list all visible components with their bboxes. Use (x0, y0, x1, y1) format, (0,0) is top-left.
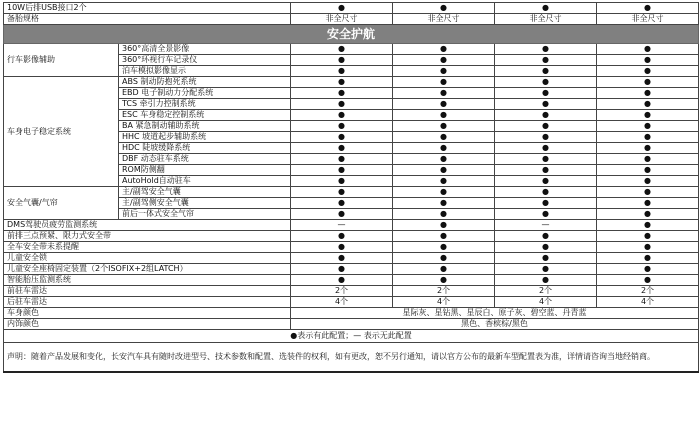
spec-table (3, 2, 699, 373)
spec-value-col-4: ● (597, 198, 699, 209)
color-options: 星际灰、星钻黑、星辰白、原子灰、碧空蓝、丹青蓝 (291, 308, 699, 319)
spec-value-col-1: ● (291, 242, 393, 253)
spec-value-col-3: ● (495, 3, 597, 14)
feature-label: AutoHold自动驻车 (119, 176, 291, 187)
feature-label: DBF 动态驻车系统 (119, 154, 291, 165)
spec-value-col-4: ● (597, 275, 699, 286)
spec-value-col-3: ● (495, 242, 597, 253)
table-row (4, 220, 699, 231)
spec-value-col-3: 2个 (495, 286, 597, 297)
table-row (4, 44, 699, 55)
spec-value-col-1: ● (291, 55, 393, 66)
feature-label: EBD 电子制动力分配系统 (119, 88, 291, 99)
spec-value-col-4: ● (597, 187, 699, 198)
spec-value-col-1: ● (291, 121, 393, 132)
spec-value-col-4: ● (597, 121, 699, 132)
spec-value-col-3: ● (495, 77, 597, 88)
spec-value-col-1: ● (291, 187, 393, 198)
spec-value-col-1: ● (291, 3, 393, 14)
spec-value-col-1: 4个 (291, 297, 393, 308)
spec-value-col-1: ● (291, 99, 393, 110)
spec-value-col-1: ● (291, 176, 393, 187)
spec-value-col-2: ● (393, 176, 495, 187)
table-row (4, 286, 699, 297)
spec-value-col-1: ● (291, 88, 393, 99)
table-row (4, 3, 699, 14)
spec-value-col-4: ● (597, 44, 699, 55)
spec-value-col-1: ● (291, 154, 393, 165)
spec-value-col-3: ● (495, 275, 597, 286)
feature-label: 前后一体式安全气帘 (119, 209, 291, 220)
spec-value-col-2: ● (393, 253, 495, 264)
feature-label: 智能胎压监测系统 (4, 275, 291, 286)
spec-value-col-3: ● (495, 143, 597, 154)
spec-value-col-2: ● (393, 231, 495, 242)
spec-value-col-2: ● (393, 121, 495, 132)
section-header (4, 25, 699, 44)
spec-value-col-2: ● (393, 264, 495, 275)
spec-value-col-3: ● (495, 44, 597, 55)
feature-label: 360°高清全景影像 (119, 44, 291, 55)
spec-value-col-2: ● (393, 110, 495, 121)
spec-value-col-2: ● (393, 99, 495, 110)
disclaimer-text: 声明：随着产品发展和变化，长安汽车具有随时改进型号、技术参数和配置、选装件的权利，如有更改，恕不另行通知，请以官方公布的最新车型配置表为准，详情请咨询当地经销商。 (4, 343, 699, 373)
table-row (4, 231, 699, 242)
row-label: 10W后排USB接口2个 (4, 3, 291, 14)
spec-value-col-4: ● (597, 3, 699, 14)
spec-value-col-1: ● (291, 66, 393, 77)
spec-value-col-1: ● (291, 209, 393, 220)
feature-label: 360°环视行车记录仪 (119, 55, 291, 66)
spec-value-col-4: ● (597, 143, 699, 154)
spec-value-col-3: 4个 (495, 297, 597, 308)
spec-value-col-4: ● (597, 165, 699, 176)
spec-value-col-4: 4个 (597, 297, 699, 308)
spec-value-col-2: ● (393, 165, 495, 176)
feature-label: 儿童安全座椅固定装置（2个ISOFIX+2组LATCH） (4, 264, 291, 275)
spec-value-col-4: ● (597, 55, 699, 66)
section-title: 安全护航 (4, 25, 699, 44)
feature-label: 主/副驾安全气囊 (119, 187, 291, 198)
spec-value-col-1: ● (291, 77, 393, 88)
spec-value-col-1: ● (291, 165, 393, 176)
spec-value-col-2: ● (393, 275, 495, 286)
spec-value-col-3: ● (495, 165, 597, 176)
spec-value-col-1: ● (291, 231, 393, 242)
spec-value-col-4: ● (597, 231, 699, 242)
spec-value-col-1: ● (291, 132, 393, 143)
feature-label: BA 紧急制动辅助系统 (119, 121, 291, 132)
feature-label: ABS 制动防抱死系统 (119, 77, 291, 88)
spec-value-col-3: ● (495, 66, 597, 77)
spec-value-col-2: ● (393, 187, 495, 198)
spec-value-col-3: ● (495, 187, 597, 198)
spec-value-col-4: 非全尺寸 (597, 14, 699, 25)
feature-label: HHC 坡道起步辅助系统 (119, 132, 291, 143)
spec-value-col-3: ● (495, 99, 597, 110)
feature-label: 主/副驾侧安全气囊 (119, 198, 291, 209)
spec-value-col-2: ● (393, 220, 495, 231)
spec-value-col-3: ● (495, 209, 597, 220)
spec-value-col-3: — (495, 220, 597, 231)
category-label: 车身电子稳定系统 (4, 77, 119, 187)
table-row (4, 308, 699, 319)
feature-label: DMS驾驶员疲劳监测系统 (4, 220, 291, 231)
spec-value-col-4: ● (597, 209, 699, 220)
table-row (4, 14, 699, 25)
feature-label: 后驻车雷达 (4, 297, 291, 308)
table-row (4, 297, 699, 308)
spec-value-col-4: ● (597, 220, 699, 231)
spec-value-col-3: ● (495, 88, 597, 99)
spec-value-col-4: ● (597, 99, 699, 110)
feature-label: 前排三点预紧、限力式安全带 (4, 231, 291, 242)
table-row (4, 253, 699, 264)
spec-value-col-1: ● (291, 110, 393, 121)
spec-value-col-4: ● (597, 154, 699, 165)
spec-value-col-2: ● (393, 77, 495, 88)
spec-value-col-1: ● (291, 143, 393, 154)
spec-value-col-4: ● (597, 264, 699, 275)
spec-value-col-1: 非全尺寸 (291, 14, 393, 25)
spec-value-col-3: ● (495, 176, 597, 187)
spec-value-col-2: ● (393, 132, 495, 143)
spec-value-col-4: ● (597, 66, 699, 77)
legend-text: ●表示有此配置；— 表示无此配置 (4, 330, 699, 343)
feature-label: HDC 陡坡缓降系统 (119, 143, 291, 154)
spec-value-col-1: ● (291, 253, 393, 264)
spec-value-col-4: ● (597, 242, 699, 253)
category-label: 行车影像辅助 (4, 44, 119, 77)
disclaimer-row (4, 343, 699, 373)
table-row (4, 319, 699, 330)
spec-value-col-1: ● (291, 198, 393, 209)
category-label: 安全气囊/气帘 (4, 187, 119, 220)
spec-value-col-2: ● (393, 88, 495, 99)
spec-value-col-4: ● (597, 176, 699, 187)
spec-value-col-2: ● (393, 3, 495, 14)
spec-value-col-3: ● (495, 121, 597, 132)
feature-label: ROM防侧翻 (119, 165, 291, 176)
spec-value-col-2: ● (393, 44, 495, 55)
spec-value-col-3: ● (495, 132, 597, 143)
spec-value-col-1: ● (291, 44, 393, 55)
spec-value-col-4: ● (597, 132, 699, 143)
legend-row (4, 330, 699, 343)
table-row (4, 264, 699, 275)
table-row (4, 275, 699, 286)
feature-label: TCS 牵引力控制系统 (119, 99, 291, 110)
feature-label: 泊车模拟影像显示 (119, 66, 291, 77)
spec-value-col-3: ● (495, 231, 597, 242)
feature-label: 全车安全带未系提醒 (4, 242, 291, 253)
spec-value-col-1: ● (291, 275, 393, 286)
spec-value-col-3: ● (495, 264, 597, 275)
feature-label: 儿童安全锁 (4, 253, 291, 264)
spec-value-col-1: 2个 (291, 286, 393, 297)
feature-label: 前驻车雷达 (4, 286, 291, 297)
table-row (4, 77, 699, 88)
spec-value-col-2: ● (393, 55, 495, 66)
spec-value-col-2: 2个 (393, 286, 495, 297)
spec-value-col-2: ● (393, 209, 495, 220)
spec-value-col-4: ● (597, 88, 699, 99)
spec-value-col-2: ● (393, 66, 495, 77)
spec-value-col-2: ● (393, 143, 495, 154)
table-row (4, 187, 699, 198)
feature-label: 车身颜色 (4, 308, 291, 319)
spec-value-col-3: ● (495, 253, 597, 264)
table-row (4, 242, 699, 253)
spec-value-col-2: ● (393, 242, 495, 253)
spec-value-col-4: ● (597, 253, 699, 264)
spec-value-col-3: ● (495, 110, 597, 121)
spec-value-col-3: ● (495, 198, 597, 209)
spec-value-col-4: ● (597, 77, 699, 88)
spec-value-col-2: 4个 (393, 297, 495, 308)
color-options: 黑色、香槟棕/黑色 (291, 319, 699, 330)
spec-value-col-2: 非全尺寸 (393, 14, 495, 25)
spec-value-col-3: ● (495, 154, 597, 165)
spec-value-col-2: ● (393, 198, 495, 209)
feature-label: ESC 车身稳定控制系统 (119, 110, 291, 121)
spec-value-col-4: 2个 (597, 286, 699, 297)
spec-value-col-4: ● (597, 110, 699, 121)
row-label: 备胎规格 (4, 14, 291, 25)
spec-value-col-3: ● (495, 55, 597, 66)
spec-value-col-1: ● (291, 264, 393, 275)
spec-value-col-1: — (291, 220, 393, 231)
feature-label: 内饰颜色 (4, 319, 291, 330)
spec-value-col-3: 非全尺寸 (495, 14, 597, 25)
spec-value-col-2: ● (393, 154, 495, 165)
